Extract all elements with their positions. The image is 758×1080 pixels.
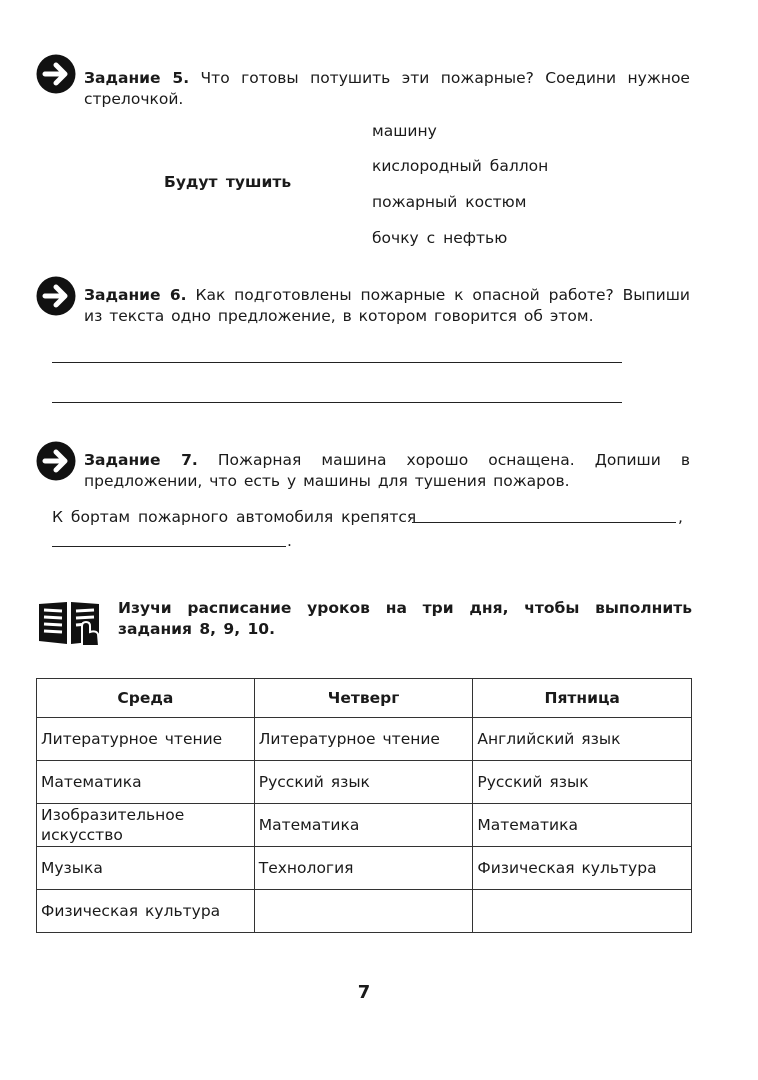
table-cell: Математика bbox=[254, 804, 473, 847]
page-number: 7 bbox=[357, 982, 371, 1003]
task-7-sentence: К бортам пожарного автомобиля крепятся bbox=[52, 508, 417, 526]
task-5-option[interactable]: машину bbox=[372, 122, 437, 140]
table-cell: Физическая культура bbox=[37, 890, 255, 933]
schedule-table bbox=[36, 678, 692, 933]
task-5-label: Задание 5. bbox=[84, 69, 190, 87]
task-7-comma: , bbox=[678, 508, 683, 526]
table-cell: Русский язык bbox=[254, 761, 473, 804]
table-cell: Литературное чтение bbox=[254, 718, 473, 761]
arrow-right-circle-icon bbox=[36, 441, 76, 481]
table-cell: Музыка bbox=[37, 847, 255, 890]
answer-line[interactable] bbox=[412, 522, 676, 523]
table-cell: Математика bbox=[473, 804, 692, 847]
answer-line[interactable] bbox=[52, 546, 286, 547]
table-cell bbox=[254, 890, 473, 933]
table-cell: Русский язык bbox=[473, 761, 692, 804]
task-5-option[interactable]: пожарный костюм bbox=[372, 193, 527, 211]
task-6-text bbox=[84, 285, 690, 327]
task-7-question: Пожарная машина хорошо оснащена. Допиши в предложении, что есть у машины для тушения пожаров. bbox=[84, 451, 691, 490]
task-7-period: . bbox=[287, 532, 292, 550]
table-row bbox=[37, 847, 692, 890]
table-cell: Английский язык bbox=[473, 718, 692, 761]
task-7-text bbox=[84, 450, 690, 492]
arrow-right-circle-icon bbox=[36, 54, 76, 94]
task-5-option[interactable]: кислородный баллон bbox=[372, 157, 549, 175]
task-5-option[interactable]: бочку с нефтью bbox=[372, 229, 508, 247]
schedule-intro: Изучи расписание уроков на три дня, чтобы выполнить задания 8, 9, 10. bbox=[118, 599, 692, 638]
task-6-label: Задание 6. bbox=[84, 286, 187, 304]
task-7-label: Задание 7. bbox=[84, 451, 198, 469]
table-cell: Физическая культура bbox=[473, 847, 692, 890]
answer-line[interactable] bbox=[52, 402, 622, 403]
task-5-question: Что готовы потушить эти пожарные? Соедини нужное стрелочкой. bbox=[84, 69, 690, 108]
table-row bbox=[37, 890, 692, 933]
table-row bbox=[37, 804, 692, 847]
task-5-text bbox=[84, 68, 690, 110]
answer-line[interactable] bbox=[52, 362, 622, 363]
column-header: Пятница bbox=[473, 679, 692, 718]
table-cell: Математика bbox=[37, 761, 255, 804]
task-6-question: Как подготовлены пожарные к опасной работе? Выпиши из текста одно предложение, в котором говорится об этом. bbox=[84, 286, 690, 325]
table-cell: Изобразительное искусство bbox=[37, 804, 255, 847]
arrow-right-circle-icon bbox=[36, 276, 76, 316]
table-cell: Технология bbox=[254, 847, 473, 890]
book-icon bbox=[36, 596, 102, 648]
column-header: Среда bbox=[37, 679, 255, 718]
table-header-row bbox=[37, 679, 692, 718]
table-cell: Литературное чтение bbox=[37, 718, 255, 761]
table-row bbox=[37, 718, 692, 761]
table-cell bbox=[473, 890, 692, 933]
column-header: Четверг bbox=[254, 679, 473, 718]
table-row bbox=[37, 761, 692, 804]
task-5-center-label: Будут тушить bbox=[164, 173, 292, 191]
